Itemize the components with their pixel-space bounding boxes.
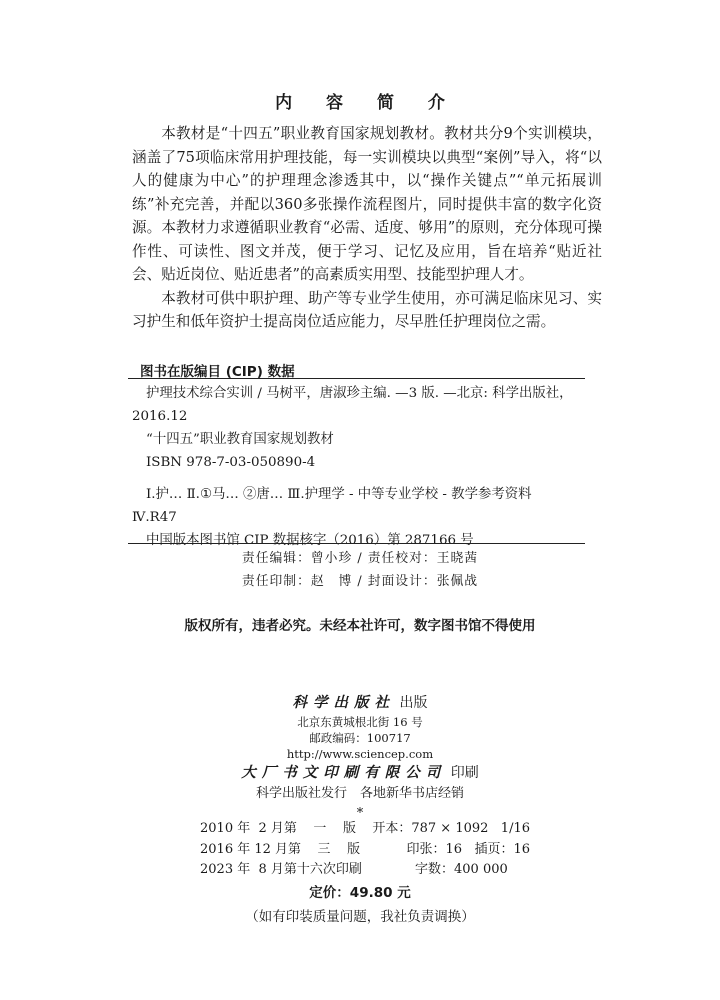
publisher-logo: 科学出版社 (292, 694, 396, 711)
cip-line: 护理技术综合实训 / 马树平，唐淑珍主编. —3 版. —北京: 科学出版社， (146, 386, 573, 401)
copyright-notice: 版权所有，违者必究。未经本社许可，数字图书馆不得使用 (184, 618, 536, 634)
format-info: 开本：787 × 1092 1/16 (372, 821, 530, 836)
editor-credits (0, 547, 720, 593)
quality-notice: （如有印装质量问题，我社负责调换） (245, 909, 475, 925)
spec-row (200, 819, 530, 840)
cip-block (132, 382, 587, 552)
publisher-address: 北京东黄城根北街 16 号 (297, 715, 423, 729)
price: 定价：49.80 元 (309, 885, 411, 901)
content-summary (132, 122, 602, 334)
credits-line: 责任编辑：曾小珍 / 责任校对：王晓茜 (241, 551, 479, 566)
cip-line: Ⅳ.R47 (132, 510, 177, 525)
imprint-block (0, 692, 720, 824)
cip-heading: 图书在版编目 (CIP) 数据 (140, 364, 295, 380)
edition-info: 2023 年 8 月第十六次印刷 (200, 862, 362, 877)
cip-line: ISBN 978-7-03-050890-4 (146, 455, 316, 470)
cip-line: 2016.12 (132, 409, 188, 424)
separator-star: * (356, 806, 364, 821)
summary-paragraph: 本教材可供中职护理、助产等专业学生使用，亦可满足临床见习、实习护生和低年资护士提高岗位适应能力，尽早胜任护理岗位之需。 (132, 289, 602, 330)
format-info: 字数：400 000 (415, 862, 508, 877)
edition-info: 2010 年 2 月第 一 版 (200, 821, 356, 836)
publisher-suffix: 出版 (399, 695, 428, 711)
summary-paragraph: 本教材是“十四五”职业教育国家规划教材。教材共分9个实训模块，涵盖了75项临床常用护理技能，每一实训模块以典型“案例”导入，将“以人的健康为中心”的护理理念渗透其中，以“操作关键点”“单元拓展训练”补充完善，并配以360多张操作流程图片，同时提供丰富的数字化资源。本教材力求遵循职业教育“必需、适度、够用”的原则，充分体现可操作性、可读性、图文并茂，便于学习、记忆及应用，旨在培养“贴近社会、贴近岗位、贴近患者”的高素质实用型、技能型护理人才。 (132, 125, 602, 283)
publisher-url: http://www.sciencep.com (286, 747, 434, 761)
edition-specs (200, 819, 530, 881)
distribution-line: 科学出版社发行 各地新华书店经销 (255, 786, 464, 801)
cip-line: Ⅰ.护… Ⅱ.①马… ②唐… Ⅲ.护理学 - 中等专业学校 - 教学参考资料 (146, 487, 532, 502)
cip-top-rule (128, 378, 585, 379)
spec-row (200, 860, 530, 881)
edition-info: 2016 年 12 月第 三 版 (200, 841, 361, 857)
cip-bottom-rule (128, 543, 585, 544)
credits-line: 责任印制：赵 博 / 封面设计：张佩战 (241, 574, 479, 589)
spec-row (200, 840, 530, 861)
format-info: 印张：16 插页：16 (406, 841, 530, 857)
cip-line: “十四五”职业教育国家规划教材 (146, 432, 334, 447)
printer-suffix: 印刷 (450, 765, 479, 781)
cip-line: 中国版本图书馆 CIP 数据核字（2016）第 287166 号 (146, 533, 474, 548)
printer-logo: 大厂书文印刷有限公司 (241, 764, 447, 781)
page-title: 内 容 简 介 (275, 93, 459, 113)
publisher-postcode: 邮政编码：100717 (309, 731, 411, 745)
